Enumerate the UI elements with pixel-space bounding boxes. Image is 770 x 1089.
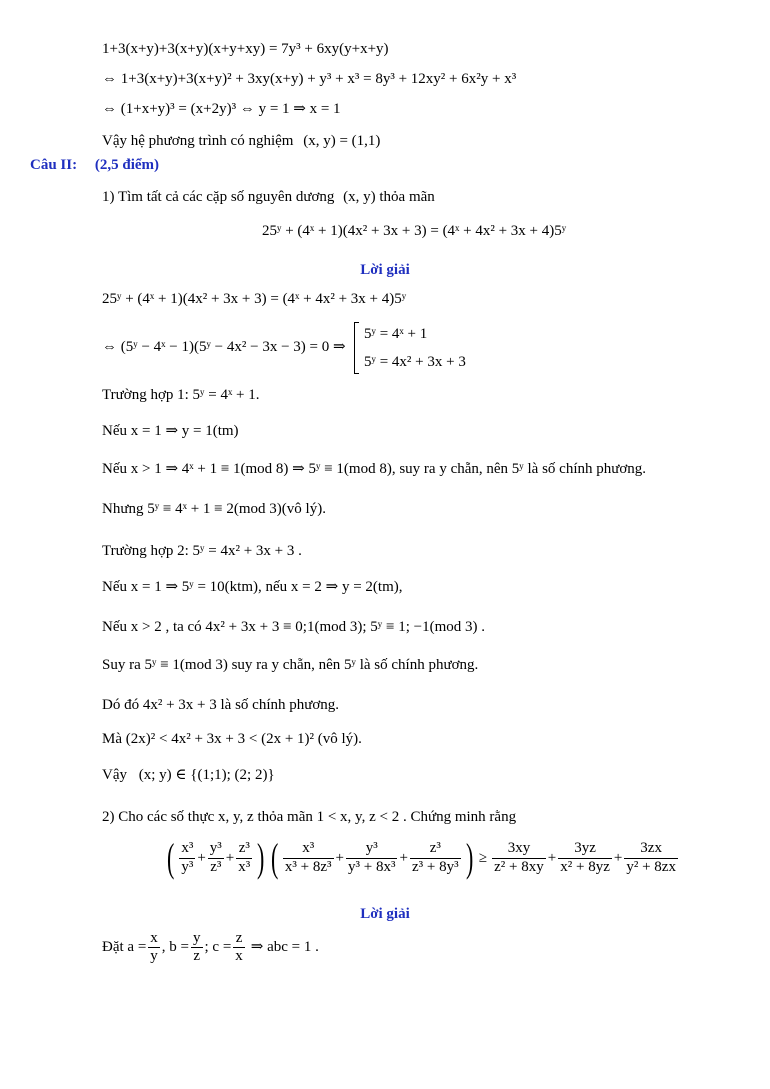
case-2-heading: Trường hợp 2: 5ʸ = 4x² + 3x + 3 . — [102, 543, 302, 559]
fraction: $\frac{3xy}{\text{z² + 8xy}}$ — [494, 840, 544, 875]
substitution-mid-2: ; c = — [204, 939, 232, 956]
question-1 — [102, 190, 435, 205]
case-2-line-1-b: , nếu x = 2 ⇒ y = 2(tm), — [258, 579, 403, 595]
case-2-line-5 — [102, 732, 362, 747]
case-1-line-3 — [102, 502, 326, 517]
substitution-line — [102, 930, 319, 966]
fraction: $\frac{\text{x³}}{\text{y³}}$ — [181, 840, 194, 875]
left-paren-2: ( — [270, 835, 278, 880]
case-2-line-3: Suy ra 5ʸ ≡ 1(mod 3) suy ra y chẵn, nên 5ʸ là số chính phương. — [102, 657, 479, 673]
case-2-line-2: Nếu x > 2 , ta có 4x² + 3x + 3 ≡ 0;1(mod 3); 5ʸ ≡ 1; −1(mod 3) . — [102, 619, 485, 635]
case-2-line-1 — [102, 580, 403, 595]
equation-line-2: ⇔ 1+3(x+y)+3(x+y)² + 3xy(x+y) + y³ + x³ = 8y³ + 12xy² + 6x²y + x³ — [102, 71, 517, 87]
case-1-heading: Trường hợp 1: 5ʸ = 4ˣ + 1. — [102, 387, 260, 403]
case-1-line-1: Nếu x = 1 ⇒ y = 1(tm) — [102, 423, 239, 439]
solution-label-1: Lời giải — [360, 262, 410, 278]
conclusion-line — [102, 134, 380, 149]
left-paren-1: ( — [166, 835, 175, 880]
substitution-post: ⇒ abc = 1 . — [250, 939, 319, 956]
substitution-mid-1: , b = — [161, 939, 189, 956]
case-1-line-2-math: Nếu x > 1 ⇒ 4ˣ + 1 ≡ 1(mod 8) ⇒ 5ʸ ≡ 1(mod 8) — [102, 461, 392, 477]
section-heading — [30, 158, 159, 173]
equation-line-3: ⇔ (1+x+y)³ = (x+2y)³ ⇔ y = 1 ⇒ x = 1 — [102, 101, 341, 117]
conclusion-text: Vậy hệ phương trình có nghiệm — [102, 133, 294, 149]
case-2-line-5-text: (vô lý). — [314, 731, 362, 747]
question-2: 2) Cho các số thực x, y, z thỏa mãn 1 < x, y, z < 2 . Chứng minh rằng — [102, 809, 517, 825]
fraction: $\frac{3yz}{\text{x² + 8yz}}$ — [560, 840, 610, 875]
equation-line-1: 1+3(x+y)+3(x+y)(x+y+xy) = 7y³ + 6xy(y+x+y) — [102, 41, 389, 57]
fraction: $\frac{\text{z³}}{\text{z³ + 8y³}}$ — [411, 840, 459, 875]
case-bottom: 5ʸ = 4x² + 3x + 3 — [364, 354, 466, 370]
question-2-inequality: ( $\frac{\text{x³}}{\text{y³}}$ + $\frac{\text{y³}}{\text{z³}}$ + $\frac{\text{z³}}{\text{x³}}$ ) ( $\frac{\text{x³}}{\text{x³ + 8z³}}$ + $\frac{\text{y³}}{\text{y³ + 8x³}}$ + $\frac{\text{z³}}{\text{z³ + 8y³}}$ ) ≥ $\frac{3xy}{\text{z² + 8xy}}$ + $\frac{3yz}{\text{x² + 8yz}}$ + $\frac{3zx}{\text{y² + 8zx}}$ — [166, 835, 676, 880]
section-label: Câu II: — [30, 157, 78, 173]
substitution-pre: Đặt a = — [102, 939, 147, 956]
solution-line-1: 25ʸ + (4ˣ + 1)(4x² + 3x + 3) = (4ˣ + 4x² + 3x + 4)5ʸ — [102, 291, 407, 307]
case-1-line-2 — [102, 462, 646, 477]
fraction: $\frac{\text{y³}}{\text{y³ + 8x³}}$ — [348, 840, 396, 875]
solution-line-2: ⇔ (5ʸ − 4ˣ − 1)(5ʸ − 4x² − 3x − 3) = 0 ⇒ — [102, 339, 346, 355]
case-top: 5ʸ = 4ˣ + 1 — [364, 326, 428, 342]
fraction: $\frac{y}{z}$ — [193, 930, 201, 965]
final-answer-set: (x; y) ∈ {(1;1); (2; 2)} — [138, 767, 275, 783]
final-answer-label: Vậy — [102, 767, 127, 783]
fraction: $\frac{3zx}{\text{y² + 8zx}}$ — [626, 840, 676, 875]
right-paren-2: ) — [465, 835, 473, 880]
right-paren-1: ) — [257, 835, 265, 880]
geq-sign: ≥ — [478, 849, 488, 866]
question-1-equation: 25ʸ + (4ˣ + 1)(4x² + 3x + 3) = (4ˣ + 4x² + 3x + 4)5ʸ — [262, 223, 567, 239]
fraction: $\frac{\text{y³}}{\text{z³}}$ — [209, 840, 222, 875]
case-1-line-3-math: Nhưng 5ʸ ≡ 4ˣ + 1 ≡ 2(mod 3) — [102, 501, 282, 517]
case-1-line-3-text: (vô lý). — [281, 501, 326, 517]
system-bracket — [354, 322, 359, 374]
final-answer — [102, 768, 275, 783]
question-1-tail: thỏa mãn — [379, 189, 435, 205]
question-1-math: (x, y) — [343, 189, 376, 205]
case-2-line-4: Dó đó 4x² + 3x + 3 là số chính phương. — [102, 697, 340, 713]
case-1-line-2-text: , suy ra y chẵn, nên 5ʸ là số chính phương. — [391, 461, 647, 477]
case-2-line-5-math: Mà (2x)² < 4x² + 3x + 3 < (2x + 1)² — [102, 731, 315, 747]
solution-label-2: Lời giải — [360, 906, 410, 922]
fraction: $\frac{x}{y}$ — [150, 930, 158, 965]
fraction: $\frac{\text{z³}}{\text{x³}}$ — [238, 840, 251, 875]
section-points: (2,5 điểm) — [94, 157, 160, 173]
conclusion-math: (x, y) = (1,1) — [303, 133, 381, 149]
question-1-text: 1) Tìm tất cả các cặp số nguyên dương — [102, 189, 335, 205]
fraction: $\frac{\text{x³}}{\text{x³ + 8z³}}$ — [284, 840, 332, 875]
fraction: $\frac{z}{x}$ — [235, 930, 243, 965]
case-2-line-1-a: Nếu x = 1 ⇒ 5ʸ = 10(ktm) — [102, 579, 259, 595]
